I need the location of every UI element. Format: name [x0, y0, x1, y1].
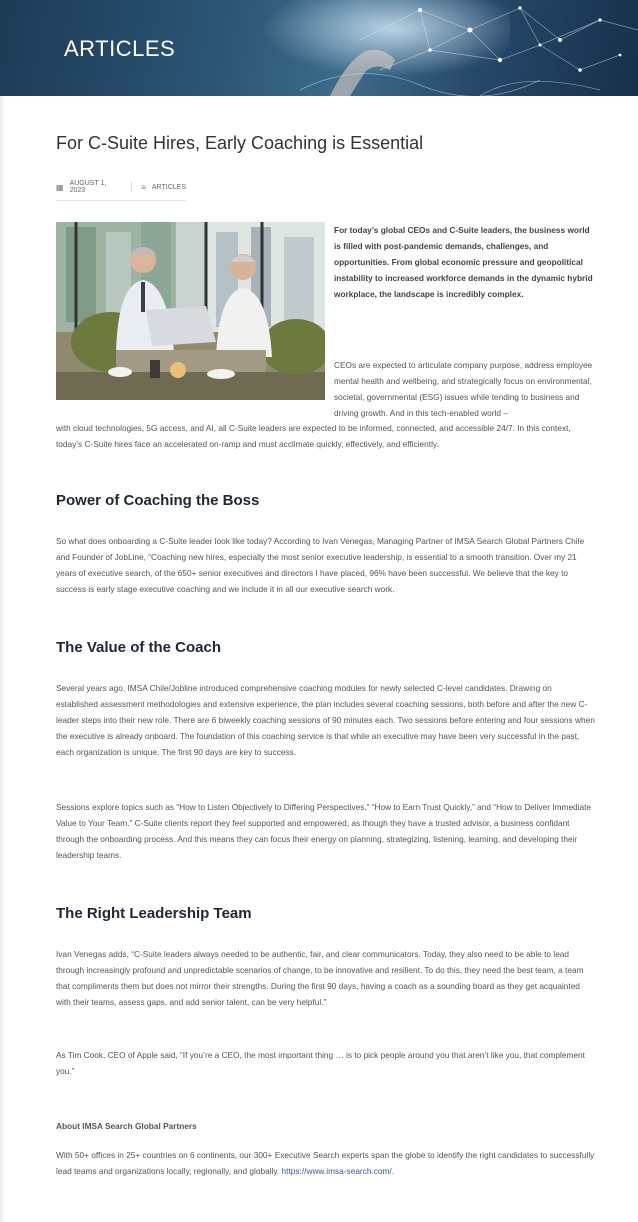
- article-title: For C-Suite Hires, Early Coaching is Essential: [56, 133, 424, 153]
- article-meta: [56, 180, 186, 201]
- section-heading-right-leadership-team: The Right Leadership Team: [56, 905, 252, 922]
- article-category-link[interactable]: ARTICLES: [151, 183, 186, 191]
- page-banner: [0, 0, 638, 96]
- about-paragraph: [56, 1147, 596, 1179]
- about-heading: About IMSA Search Global Partners: [56, 1121, 197, 1131]
- article-hero-image: [56, 222, 325, 400]
- section-paragraph: As Tim Cook, CEO of Apple said, “If you’re a CEO, the most important thing … is to pick people around you that aren’t like you, that complement you.”: [56, 1050, 585, 1076]
- section-paragraph: Several years ago, IMSA Chile/Jobline introduced comprehensive coaching modules for newly selected C-level candidates. Drawing on established assessment methodologies and extensive experience, the plan includes several coaching sessions, both before and after the new C-leader steps into their new role. There are 6 biweekly coaching sessions of 90 minutes each. Two sessions before entering and four sessions when the executive is already onboard. The foundation of this coaching service is that while an executive may have been very successful in the past, each organization is unique. The first 90 days are key to success.: [56, 683, 595, 757]
- hero-image-illustration: [56, 222, 325, 400]
- calendar-icon: ▦: [56, 182, 64, 192]
- article-date: AUGUST 1, 2023: [69, 180, 107, 194]
- section-paragraph: Sessions explore topics such as “How to Listen Objectively to Differing Perspectives,” “How to Earn Trust Quickly,” and “How to Deliver Immediate Value to Your Team.” C-Suite clients report they feel supported and empowered, as though they have a trusted advisor, a business confidant through the onboarding process. And this means they can focus their energy on planning, strategizing, listening, learning, and developing their leadership teams.: [56, 802, 592, 860]
- page-edge-shadow: [0, 96, 6, 1222]
- section-paragraph: Ivan Venegas adds, “C-Suite leaders always needed to be authentic, fair, and clear communicators. Today, they also need to be able to lead through increasingly profound and unpredictable scenarios of change, to be innovative and resilient. To do this, they need the best team, a team that compliments them but does not mirror their strengths. During the first 90 days, having a coach as a sounding board as they get acquainted with their teams, assess gaps, and add senior talent, can be very helpful.”: [56, 949, 584, 1007]
- section-heading-power-of-coaching: Power of Coaching the Boss: [56, 492, 260, 509]
- article-intro-paragraph-part2: with cloud technologies, 5G access, and AI, all C-Suite leaders are expected to be informed, connected, and accessible 24/7. In this context, today’s C-Suite hires face an accelerated on-ramp and must acclimate quickly, effectively, and efficiently.: [56, 423, 571, 449]
- meta-divider: [131, 182, 132, 192]
- article-lead-paragraph: For today’s global CEOs and C-Suite leaders, the business world is filled with post-pandemic demands, challenges, and opportunities. From global economic pressure and geopolitical instability to increased workforce demands in the dynamic hybrid workplace, the landscape is incredibly complex.: [334, 225, 593, 299]
- article-intro-paragraph-part1: CEOs are expected to articulate company purpose, address employee mental health and wellbeing, and strategically focus on environmental, societal, governmental (ESG) issues while tending to business and driving growth. And in this tech-enabled world –: [334, 360, 593, 418]
- section-heading-value-of-coach: The Value of the Coach: [56, 639, 222, 656]
- menu-icon: ≡: [141, 182, 146, 192]
- company-website-link[interactable]: https://www.imsa-search.com/: [281, 1166, 392, 1176]
- about-text: With 50+ offices in 25+ countries on 6 continents, our 300+ Executive Search experts span the globe to identify the right candidates to successfully lead teams and organizations locally, regionally, and globally.: [56, 1150, 595, 1176]
- about-trailing: .: [391, 1166, 395, 1176]
- banner-title: ARTICLES: [64, 36, 176, 61]
- section-paragraph: So what does onboarding a C-Suite leader look like today? According to Ivan Venegas, Managing Partner of IMSA Search Global Partners Chile and Founder of JobLine, “Coaching new hires, especially the most senior executive leadership, is essential to a smooth transition. Over my 21 years of executive search, of the 650+ senior executives and directors I have placed, 96% have been successful. We believe that the key to success is early stage executive coaching and we include it in all our executive search work.: [56, 536, 585, 594]
